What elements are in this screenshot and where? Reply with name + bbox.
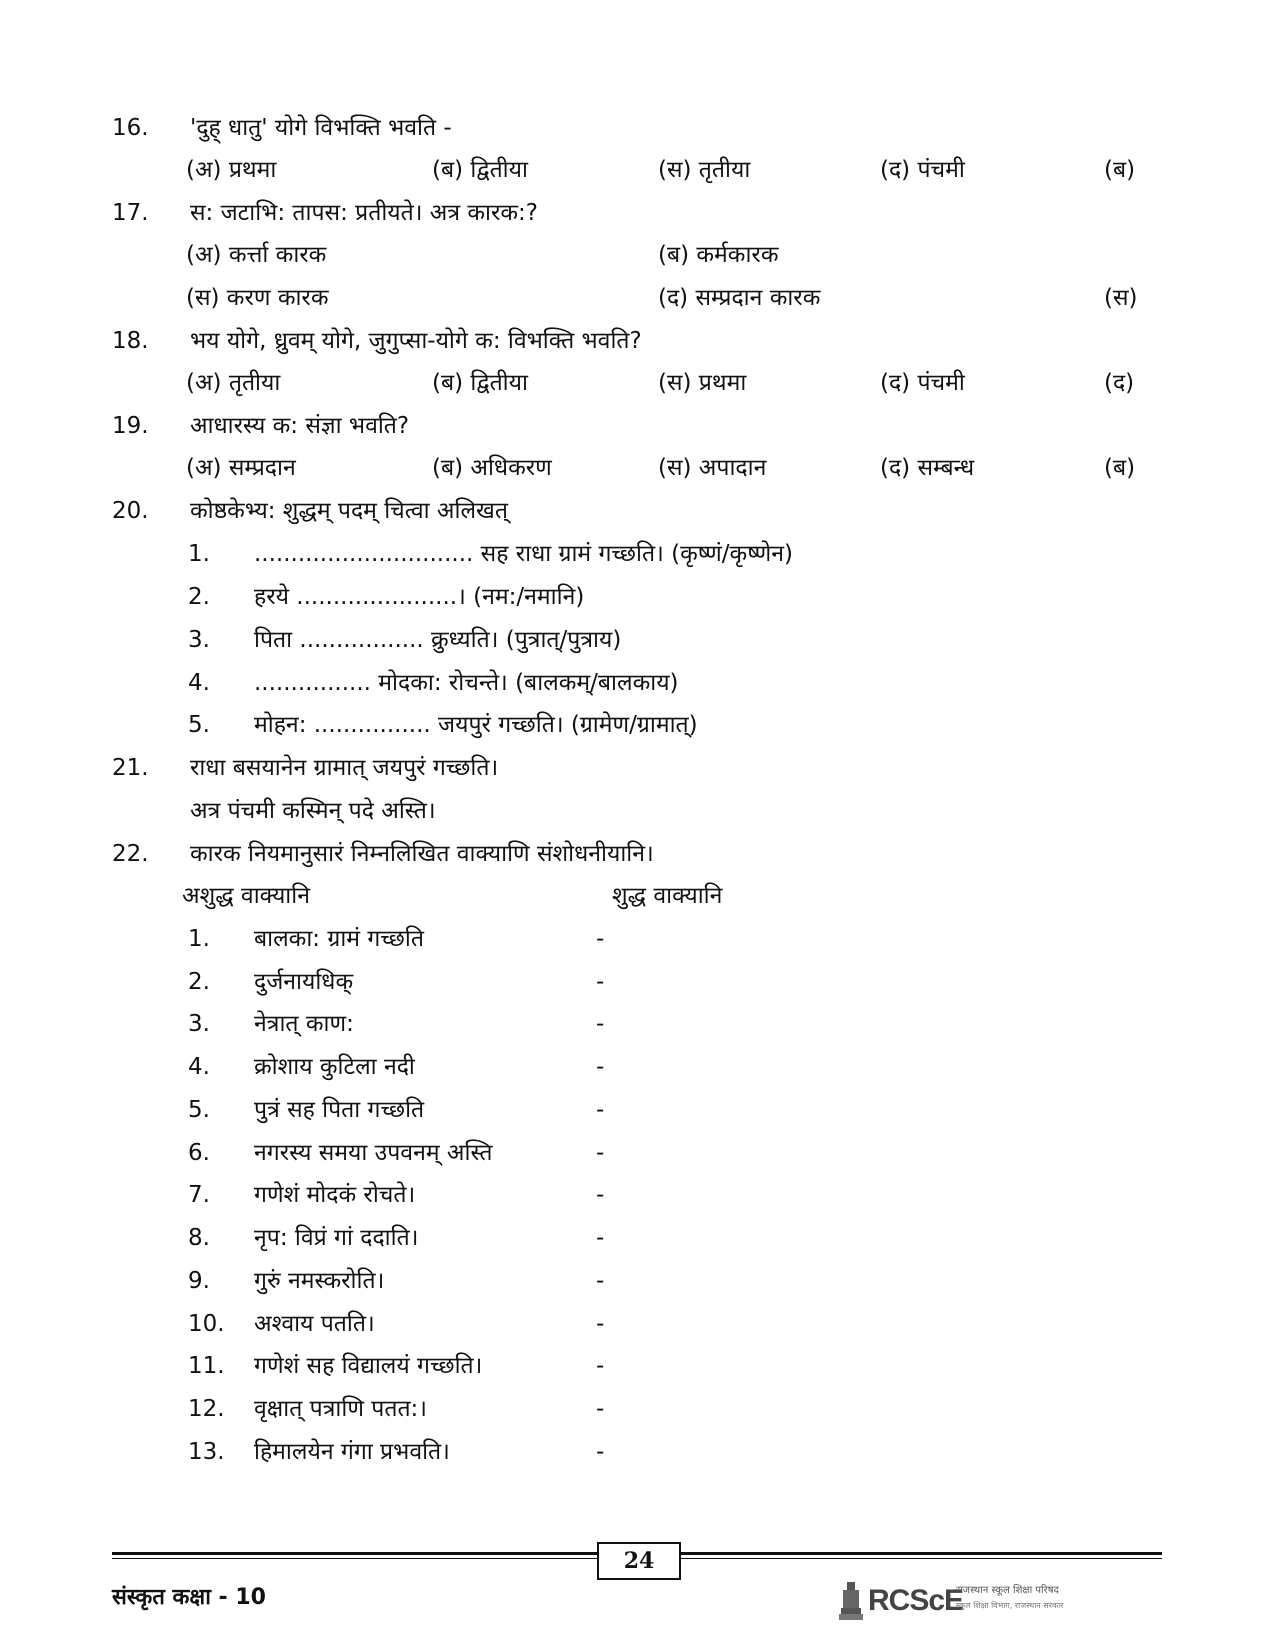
correction-row bbox=[0, 1047, 1200, 1087]
question-number: 16. bbox=[112, 115, 149, 141]
option-a: (अ) प्रथमा bbox=[186, 157, 277, 183]
answer-dash: - bbox=[596, 1268, 605, 1294]
option-a: (अ) तृतीया bbox=[186, 370, 281, 396]
answer-dash: - bbox=[596, 1225, 605, 1251]
question-19 bbox=[0, 406, 1200, 446]
item-text: गणेशं सह विद्यालयं गच्छति। bbox=[254, 1353, 483, 1379]
option-c: (स) अपादान bbox=[658, 455, 767, 481]
answer-dash: - bbox=[596, 1011, 605, 1037]
question-17 bbox=[0, 193, 1200, 233]
correction-row bbox=[0, 1389, 1200, 1429]
question-16-options bbox=[0, 150, 1200, 190]
item-text: पुत्रं सह पिता गच्छति bbox=[254, 1097, 425, 1123]
logo-subtitle-2: स्कूल शिक्षा विभाग, राजस्थान सरकार bbox=[956, 1601, 1064, 1610]
question-18 bbox=[0, 321, 1200, 361]
answer-dash: - bbox=[596, 1140, 605, 1166]
correction-row bbox=[0, 1218, 1200, 1258]
item-number: 10. bbox=[188, 1311, 225, 1337]
question-text: 'दुह् धातु' योगे विभक्ति भवति - bbox=[190, 115, 452, 141]
item-number: 5. bbox=[188, 712, 210, 738]
option-b: (ब) द्वितीया bbox=[432, 157, 528, 183]
question-text: आधारस्य क: संज्ञा भवति? bbox=[190, 413, 410, 439]
item-text: पिता ................. क्रुध्यति। (पुत्रात्/पुत्राय) bbox=[254, 627, 622, 653]
fill-blank-item bbox=[0, 705, 1200, 745]
question-text: कारक नियमानुसारं निम्नलिखित वाक्याणि संशोधनीयानि। bbox=[190, 841, 654, 867]
answer-dash: - bbox=[596, 1097, 605, 1123]
question-21-line2 bbox=[0, 791, 1200, 831]
question-number: 17. bbox=[112, 200, 149, 226]
answer-dash: - bbox=[596, 969, 605, 995]
item-text: हरये ......................। (नम:/नमानि) bbox=[254, 584, 585, 610]
question-21 bbox=[0, 748, 1200, 788]
item-text: ................ मोदका: रोचन्ते। (बालकम्/बालकाय) bbox=[254, 670, 679, 696]
rcsce-logo bbox=[838, 1576, 1120, 1626]
question-number: 20. bbox=[112, 498, 149, 524]
page-number: 24 bbox=[597, 1542, 681, 1580]
item-text: वृक्षात् पत्राणि पतत:। bbox=[254, 1396, 428, 1422]
item-text: नृप: विप्रं गां ददाति। bbox=[254, 1225, 419, 1251]
item-number: 3. bbox=[188, 627, 210, 653]
question-number: 19. bbox=[112, 413, 149, 439]
option-c: (स) तृतीया bbox=[658, 157, 751, 183]
item-text: क्रोशाय कुटिला नदी bbox=[254, 1054, 415, 1080]
fill-blank-item bbox=[0, 663, 1200, 703]
question-text: राधा बसयानेन ग्रामात् जयपुरं गच्छति। bbox=[190, 755, 499, 781]
correction-row bbox=[0, 1304, 1200, 1344]
fill-blank-item bbox=[0, 620, 1200, 660]
answer-dash: - bbox=[596, 1353, 605, 1379]
option-d: (द) सम्प्रदान कारक bbox=[658, 285, 821, 311]
item-number: 4. bbox=[188, 1054, 210, 1080]
correction-row bbox=[0, 1432, 1200, 1472]
option-d: (द) पंचमी bbox=[880, 370, 965, 396]
answer-dash: - bbox=[596, 1311, 605, 1337]
item-text: मोहन: ................ जयपुरं गच्छति। (ग्रामेण/ग्रामात्) bbox=[254, 712, 698, 738]
question-text: अत्र पंचमी कस्मिन् पदे अस्ति। bbox=[190, 798, 436, 824]
option-b: (ब) द्वितीया bbox=[432, 370, 528, 396]
item-number: 13. bbox=[188, 1439, 225, 1465]
question-text: स: जटाभि: तापस: प्रतीयते। अत्र कारक:? bbox=[190, 200, 539, 226]
item-text: गुरुं नमस्करोति। bbox=[254, 1268, 385, 1294]
option-b: (ब) अधिकरण bbox=[432, 455, 552, 481]
item-number: 4. bbox=[188, 670, 210, 696]
option-d: (द) सम्बन्ध bbox=[880, 455, 975, 481]
option-b: (ब) कर्मकारक bbox=[658, 242, 779, 268]
question-text: कोष्ठकेभ्य: शुद्धम् पदम् चित्वा अलिखत् bbox=[190, 498, 508, 524]
answer-dash: - bbox=[596, 1396, 605, 1422]
option-d: (द) पंचमी bbox=[880, 157, 965, 183]
item-text: नगरस्य समया उपवनम् अस्ति bbox=[254, 1140, 493, 1166]
correction-table-header bbox=[0, 876, 1200, 916]
item-number: 5. bbox=[188, 1097, 210, 1123]
correction-row bbox=[0, 919, 1200, 959]
item-number: 7. bbox=[188, 1182, 210, 1208]
answer: (ब) bbox=[1104, 157, 1136, 183]
answer-dash: - bbox=[596, 926, 605, 952]
option-a: (अ) सम्प्रदान bbox=[186, 455, 296, 481]
item-number: 8. bbox=[188, 1225, 210, 1251]
item-number: 9. bbox=[188, 1268, 210, 1294]
item-number: 3. bbox=[188, 1011, 210, 1037]
logo-brand-text: RCScE bbox=[868, 1584, 964, 1617]
item-number: 11. bbox=[188, 1353, 225, 1379]
footer-subject-class: संस्कृत कक्षा - 10 bbox=[112, 1585, 266, 1610]
item-text: .............................. सह राधा ग्रामं गच्छति। (कृष्णं/कृष्णेन) bbox=[254, 541, 793, 567]
question-number: 18. bbox=[112, 328, 149, 354]
item-number: 1. bbox=[188, 926, 210, 952]
correction-row bbox=[0, 1090, 1200, 1130]
correction-row bbox=[0, 1346, 1200, 1386]
item-number: 1. bbox=[188, 541, 210, 567]
answer-dash: - bbox=[596, 1182, 605, 1208]
question-22 bbox=[0, 834, 1200, 874]
question-text: भय योगे, ध्रुवम् योगे, जुगुप्सा-योगे क: विभक्ति भवति? bbox=[190, 328, 642, 354]
answer: (स) bbox=[1104, 285, 1138, 311]
item-number: 2. bbox=[188, 969, 210, 995]
correct-sentences-heading: शुद्ध वाक्यानि bbox=[612, 883, 723, 909]
item-text: अश्वाय पतति। bbox=[254, 1311, 375, 1337]
question-17-options-row1 bbox=[0, 235, 1200, 275]
correction-row bbox=[0, 1133, 1200, 1173]
item-text: नेत्रात् काण: bbox=[254, 1011, 354, 1037]
correction-row bbox=[0, 1175, 1200, 1215]
question-20 bbox=[0, 491, 1200, 531]
answer-dash: - bbox=[596, 1054, 605, 1080]
option-c: (स) प्रथमा bbox=[658, 370, 747, 396]
question-19-options bbox=[0, 448, 1200, 488]
question-number: 21. bbox=[112, 755, 149, 781]
correction-row bbox=[0, 962, 1200, 1002]
item-number: 12. bbox=[188, 1396, 225, 1422]
item-number: 6. bbox=[188, 1140, 210, 1166]
item-text: बालका: ग्रामं गच्छति bbox=[254, 926, 424, 952]
option-c: (स) करण कारक bbox=[186, 285, 329, 311]
question-16 bbox=[0, 108, 1200, 148]
answer: (द) bbox=[1104, 370, 1135, 396]
question-number: 22. bbox=[112, 841, 149, 867]
emblem-icon bbox=[838, 1580, 864, 1622]
correction-row bbox=[0, 1261, 1200, 1301]
question-17-options-row2 bbox=[0, 278, 1200, 318]
answer: (ब) bbox=[1104, 455, 1136, 481]
item-text: गणेशं मोदकं रोचते। bbox=[254, 1182, 416, 1208]
fill-blank-item bbox=[0, 534, 1200, 574]
logo-subtitle: राजस्थान स्कूल शिक्षा परिषद bbox=[956, 1585, 1059, 1596]
item-text: हिमालयेन गंगा प्रभवति। bbox=[254, 1439, 450, 1465]
incorrect-sentences-heading: अशुद्ध वाक्यानि bbox=[182, 883, 310, 909]
option-a: (अ) कर्त्ता कारक bbox=[186, 242, 327, 268]
answer-dash: - bbox=[596, 1439, 605, 1465]
item-text: दुर्जनायधिक् bbox=[254, 969, 354, 995]
correction-row bbox=[0, 1004, 1200, 1044]
item-number: 2. bbox=[188, 584, 210, 610]
fill-blank-item bbox=[0, 577, 1200, 617]
question-18-options bbox=[0, 363, 1200, 403]
